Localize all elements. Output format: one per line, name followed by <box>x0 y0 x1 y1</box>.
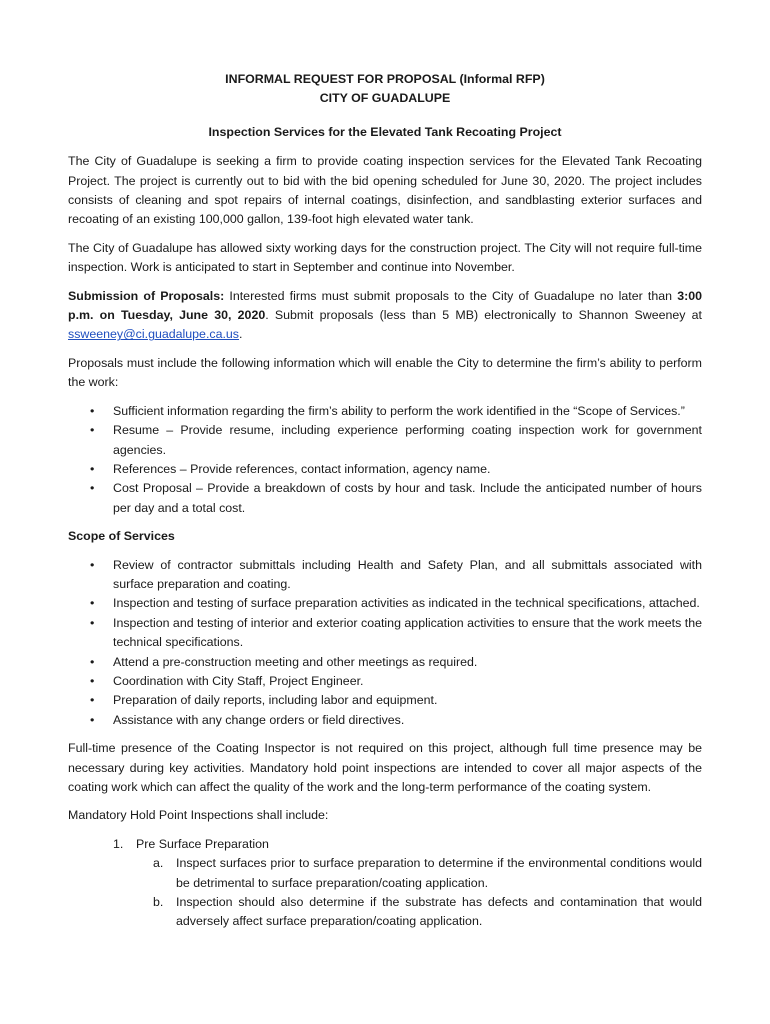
list-item-text: References – Provide references, contact information, agency name. <box>113 461 491 476</box>
list-item-text: Sufficient information regarding the firm’s ability to perform the work identified in the “Scope of Services.” <box>113 403 685 418</box>
submission-text-1: Interested firms must submit proposals to the City of Guadalupe no later than <box>224 288 678 303</box>
document-title: INFORMAL REQUEST FOR PROPOSAL (Informal RFP) <box>225 72 545 86</box>
requirements-intro: Proposals must include the following information which will enable the City to determine the firm’s ability to perform the work: <box>68 355 702 390</box>
bullet-icon: • <box>90 712 95 727</box>
list-item <box>68 614 702 653</box>
list-item-text: Coordination with City Staff, Project Engineer. <box>113 673 364 688</box>
email-link[interactable]: ssweeney@ci.guadalupe.ca.us <box>68 327 240 342</box>
list-item-text: Inspection and testing of interior and exterior coating application activities to ensure that the work meets the technical specifications. <box>113 615 702 650</box>
list-item-text: Resume – Provide resume, including experience performing coating inspection work for government agencies. <box>113 423 702 457</box>
list-item <box>68 653 702 672</box>
list-item-text: Inspection and testing of surface preparation activities as indicated in the technical specifications, attached. <box>113 596 700 611</box>
list-letter: b. <box>153 895 164 910</box>
submission-text-3: . <box>239 327 243 342</box>
bullet-icon: • <box>90 423 95 438</box>
document-page <box>68 70 702 932</box>
bullet-icon: • <box>90 673 95 688</box>
intro-paragraph: The City of Guadalupe is seeking a firm to provide coating inspection services for the Elevated Tank Recoating Project. The project is currently out to bid with the bid opening scheduled for June 30, 2020. The project includes consists of cleaning and spot repairs of internal coatings, disinfection, and sandblasting exterior surfaces and recoating of an existing 100,000 gallon, 139-foot high elevated water tank. <box>68 154 702 227</box>
list-item <box>68 672 702 691</box>
list-item-text: Preparation of daily reports, including labor and equipment. <box>113 693 438 708</box>
list-item <box>68 594 702 613</box>
list-number: 1. <box>113 836 124 851</box>
bullet-icon: • <box>90 557 95 572</box>
schedule-paragraph: The City of Guadalupe has allowed sixty working days for the construction project. The City will not require full-time inspection. Work is anticipated to start in September and continue into November. <box>68 240 702 275</box>
project-subtitle: Inspection Services for the Elevated Tank Recoating Project <box>208 124 562 139</box>
submission-text-2: . Submit proposals (less than 5 MB) electronically to Shannon Sweeney at <box>265 308 702 323</box>
list-item <box>68 460 702 479</box>
requirements-list <box>68 402 702 518</box>
bullet-icon: • <box>90 596 95 611</box>
list-item <box>68 402 702 421</box>
list-item-text: Attend a pre-construction meeting and other meetings as required. <box>113 654 478 669</box>
bullet-icon: • <box>90 403 95 418</box>
list-item-text: Assistance with any change orders or field directives. <box>113 712 405 727</box>
hold-points-list <box>68 835 702 932</box>
bullet-icon: • <box>90 654 95 669</box>
scope-list <box>68 556 702 731</box>
list-item <box>68 835 702 932</box>
list-item <box>136 893 702 932</box>
scope-heading: Scope of Services <box>68 529 175 544</box>
hold-point-label: Pre Surface Preparation <box>136 836 269 851</box>
list-item-text: Cost Proposal – Provide a breakdown of costs by hour and task. Include the anticipated number of hours per day and a total cost. <box>113 481 702 515</box>
presence-paragraph: Full-time presence of the Coating Inspector is not required on this project, although full time presence may be necessary during key activities. Mandatory hold point inspections are intended to cover all major aspects of the coating work which can affect the quality of the work and the long-term performance of the coating system. <box>68 741 702 794</box>
submission-deadline: 3:00 p.m. on Tuesday, June 30, 2020 <box>68 288 702 323</box>
list-item <box>68 421 702 460</box>
hold-point-sublist <box>136 854 702 932</box>
list-letter: a. <box>153 856 164 871</box>
list-item <box>68 479 702 518</box>
list-item-text: Inspect surfaces prior to surface preparation to determine if the environmental conditions would be detrimental to surface preparation/coating application. <box>176 856 702 890</box>
bullet-icon: • <box>90 481 95 496</box>
submission-paragraph <box>68 287 702 345</box>
city-name: CITY OF GUADALUPE <box>319 91 451 106</box>
list-item <box>68 556 702 595</box>
list-item <box>68 711 702 730</box>
list-item-text: Review of contractor submittals including Health and Safety Plan, and all submittals associated with surface preparation and coating. <box>113 557 702 591</box>
bullet-icon: • <box>90 461 95 476</box>
hold-points-intro: Mandatory Hold Point Inspections shall include: <box>68 808 329 823</box>
list-item-text: Inspection should also determine if the substrate has defects and contamination that would adversely affect surface preparation/coating application. <box>176 895 702 929</box>
submission-label: Submission of Proposals: <box>68 288 225 303</box>
list-item <box>136 854 702 893</box>
bullet-icon: • <box>90 615 95 630</box>
bullet-icon: • <box>90 693 95 708</box>
list-item <box>68 691 702 710</box>
